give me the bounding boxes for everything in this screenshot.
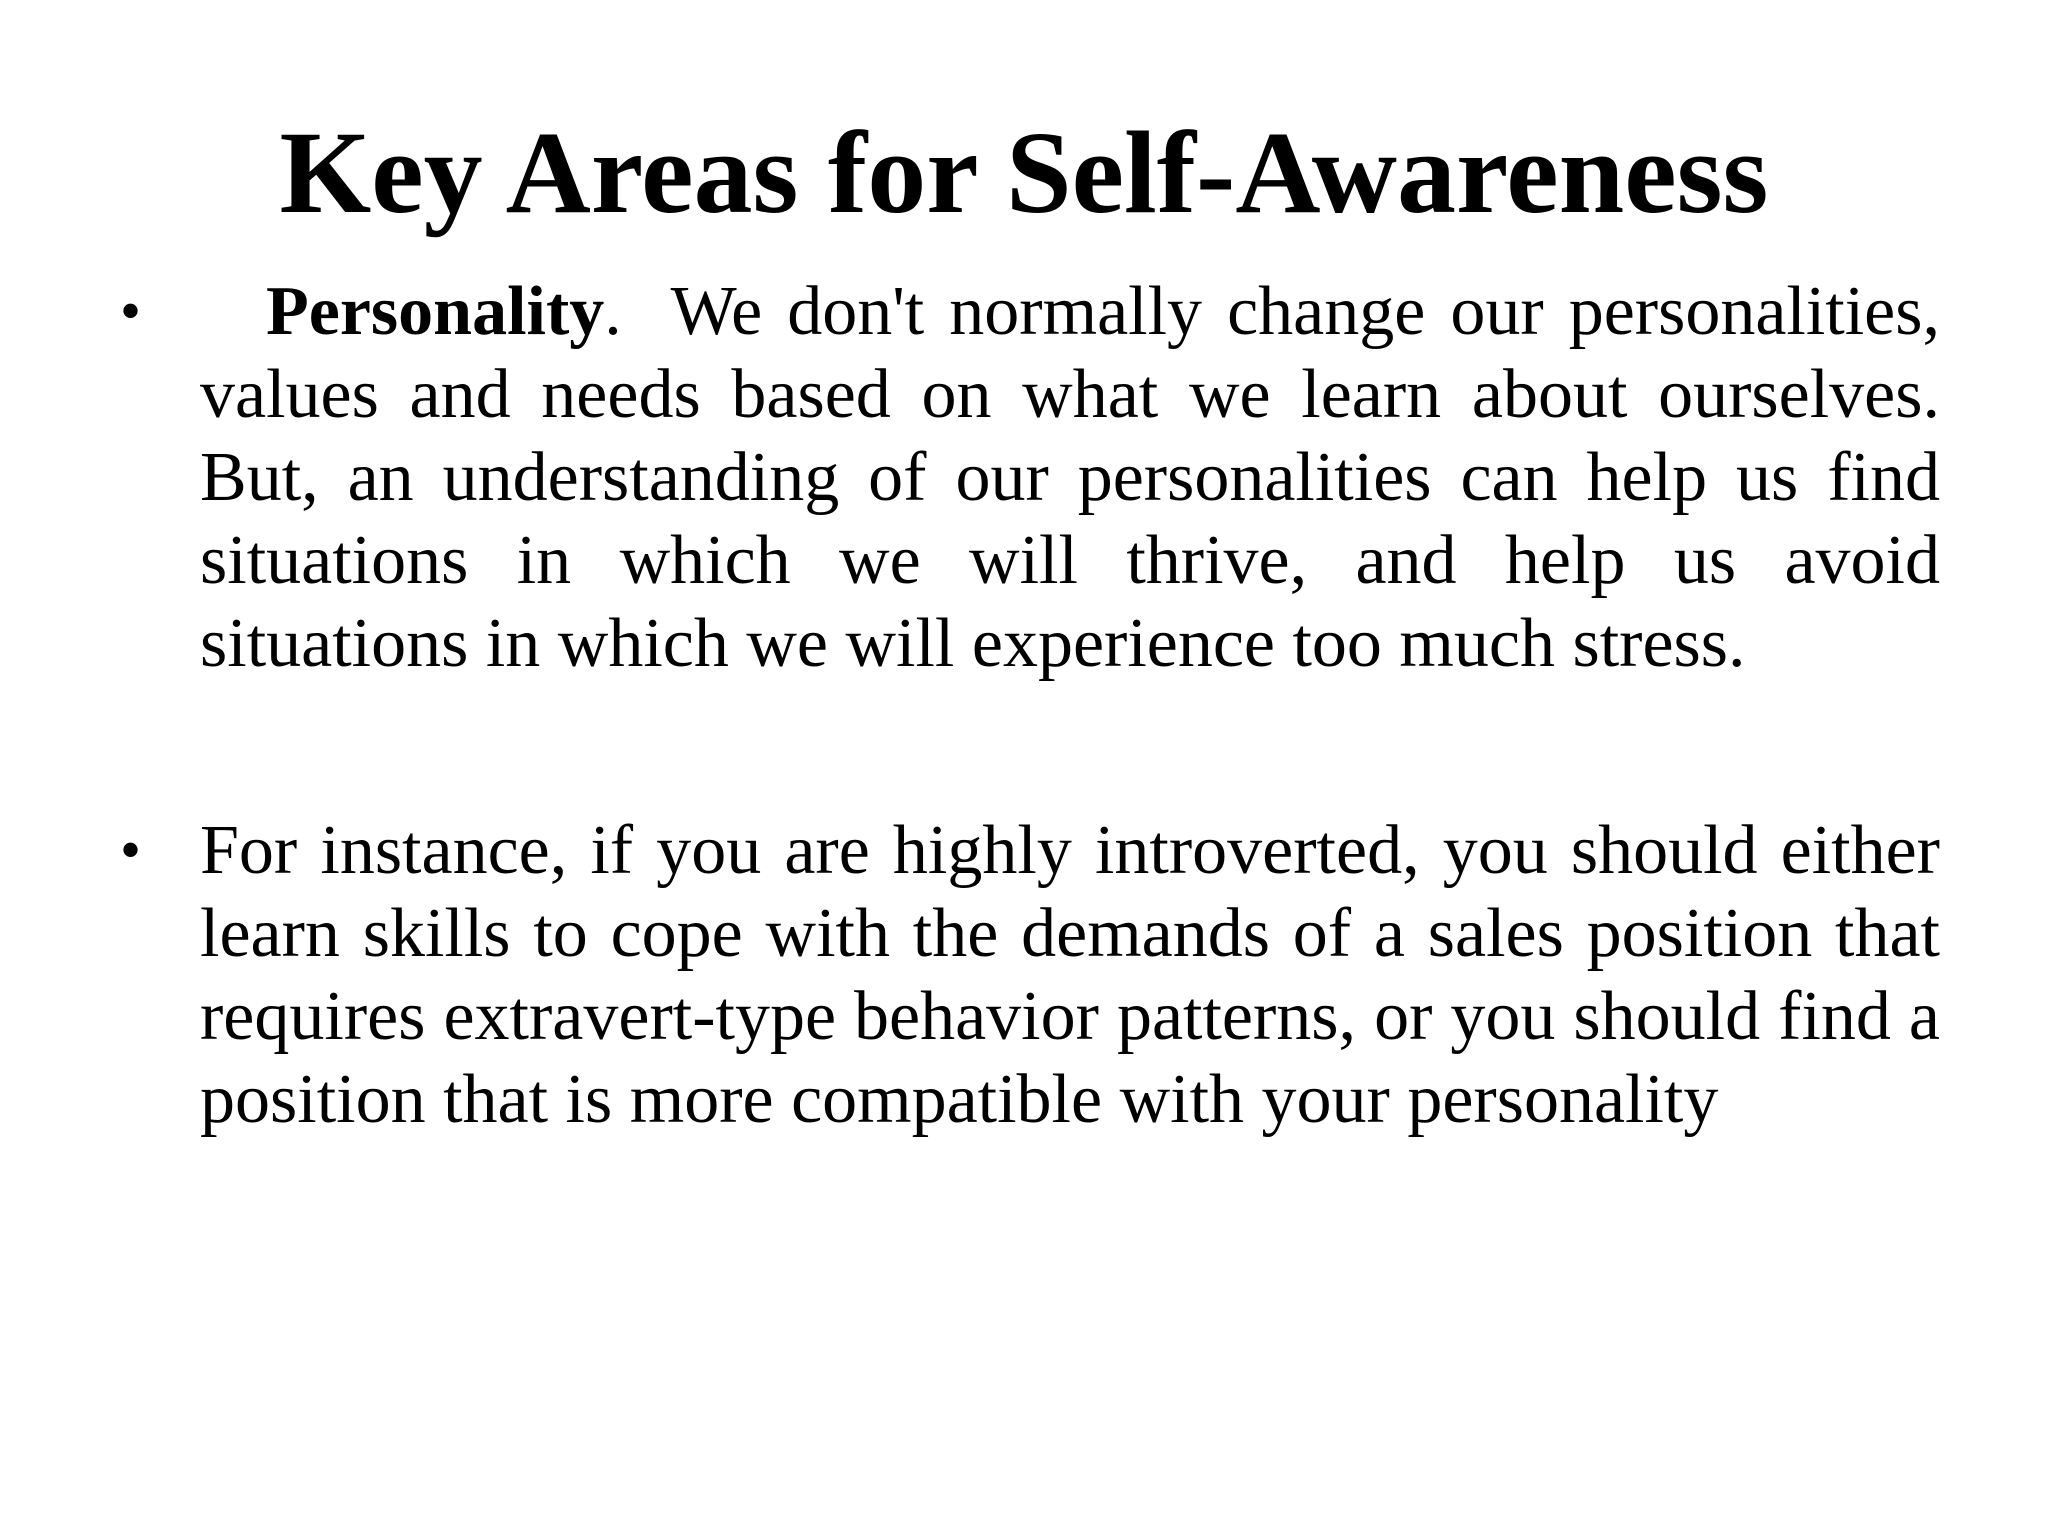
bullet-dot-icon: • xyxy=(120,278,142,344)
bullet-list xyxy=(120,270,1975,1141)
bullet-item-introversion-example xyxy=(120,809,1940,1141)
bullet-text: We don't normally change our personalities, values and needs based on what we learn about ourselves. But, an understanding of our personalities can help us find situations in which we will thrive, and help us avoid situations in which we will experience too much stress. xyxy=(200,273,1975,682)
slide-title: Key Areas for Self-Awareness xyxy=(279,107,1769,238)
bullet-text: For instance, if you are highly introverted, you should either learn skills to cope with the demands of a sales position that requires extravert-type behavior patterns, or you should find a position that is more compatible with your personality xyxy=(200,812,1940,1138)
bullet-term: Personality xyxy=(266,273,605,350)
bullet-term-suffix: . xyxy=(604,273,622,350)
bullet-dot-icon: • xyxy=(120,817,142,883)
bullet-item-personality xyxy=(120,270,1975,685)
